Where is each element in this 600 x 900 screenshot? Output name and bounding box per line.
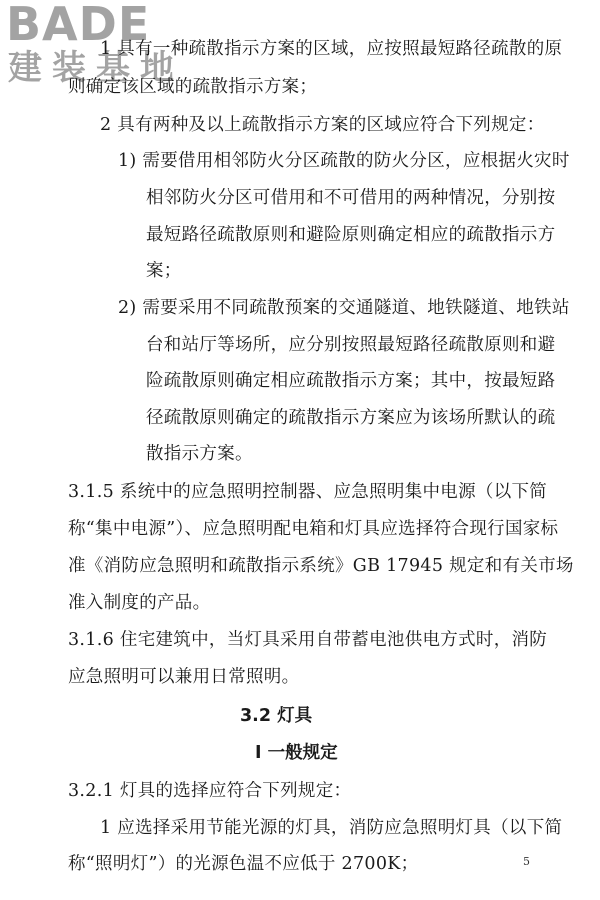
paragraph-line: 2) 需要采用不同疏散预案的交通隧道、地铁隧道、地铁站 bbox=[118, 298, 570, 318]
paragraph-line: 1) 需要借用相邻防火分区疏散的防火分区，应根据火灾时 bbox=[118, 151, 570, 171]
watermark-logo-bottom: 建装基地 bbox=[8, 48, 184, 88]
paragraph-line: 准入制度的产品。 bbox=[68, 593, 211, 613]
paragraph-line: 1 应选择采用节能光源的灯具，消防应急照明灯具（以下简 bbox=[100, 818, 563, 838]
subsection-heading: Ⅰ 一般规定 bbox=[255, 743, 338, 763]
section-heading: 3.2 灯具 bbox=[240, 706, 313, 726]
paragraph-line: 2 具有两种及以上疏散指示方案的区域应符合下列规定： bbox=[100, 115, 545, 135]
paragraph-line: 3.1.5 系统中的应急照明控制器、应急照明集中电源（以下简 bbox=[68, 482, 548, 502]
paragraph-line: 1 具有一种疏散指示方案的区域，应按照最短路径疏散的原 bbox=[100, 39, 563, 59]
paragraph-line: 最短路径疏散原则和避险原则确定相应的疏散指示方 bbox=[146, 225, 556, 245]
paragraph-line: 3.1.6 住宅建筑中，当灯具采用自带蓄电池供电方式时，消防 bbox=[68, 630, 548, 650]
paragraph-line: 则确定该区域的疏散指示方案； bbox=[68, 77, 318, 97]
paragraph-line: 3.2.1 灯具的选择应符合下列规定： bbox=[68, 781, 352, 801]
paragraph-line: 案； bbox=[146, 261, 182, 281]
paragraph-line: 台和站厅等场所，应分别按照最短路径疏散原则和避 bbox=[146, 335, 556, 355]
paragraph-line: 称“集中电源”）、应急照明配电箱和灯具应选择符合现行国家标 bbox=[68, 519, 559, 539]
paragraph-line: 称“照明灯”）的光源色温不应低于 2700K； bbox=[68, 854, 419, 874]
paragraph-line: 应急照明可以兼用日常照明。 bbox=[68, 667, 300, 687]
paragraph-line: 险疏散原则确定相应疏散指示方案；其中，按最短路 bbox=[146, 371, 556, 391]
paragraph-line: 准《消防应急照明和疏散指示系统》GB 17945 规定和有关市场 bbox=[68, 556, 574, 576]
watermark-logo-top: BADE bbox=[6, 0, 151, 51]
paragraph-line: 相邻防火分区可借用和不可借用的两种情况，分别按 bbox=[146, 188, 556, 208]
page-number: 5 bbox=[523, 855, 530, 868]
paragraph-line: 径疏散原则确定的疏散指示方案应为该场所默认的疏 bbox=[146, 408, 556, 428]
paragraph-line: 散指示方案。 bbox=[146, 444, 253, 464]
